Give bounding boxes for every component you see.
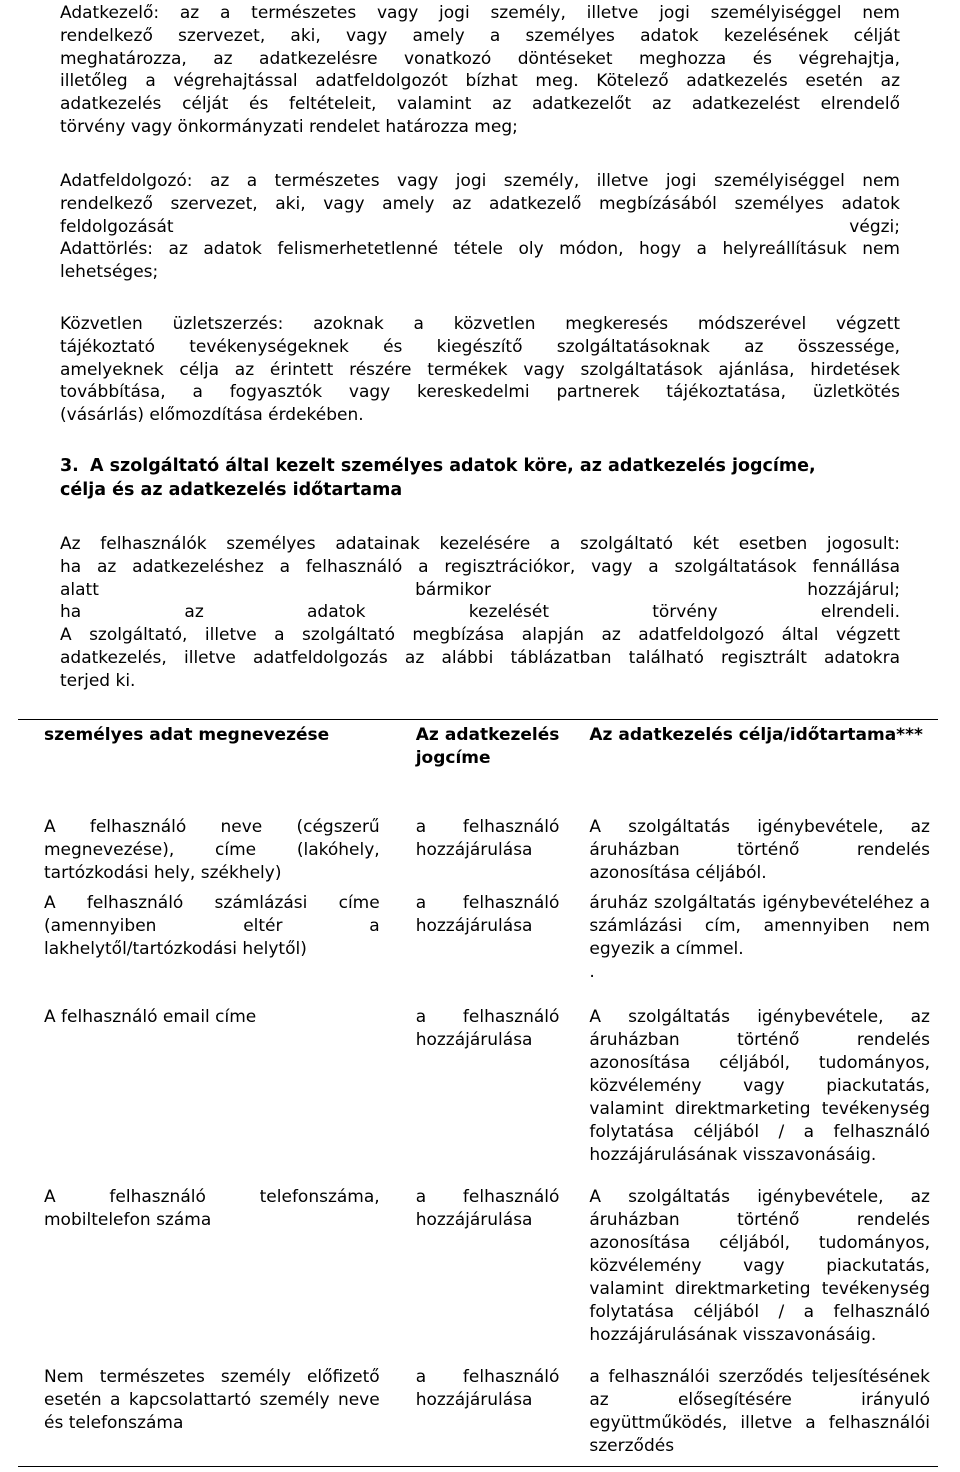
text-line: Adatkezelő: az a természetes vagy jogi személy, illetve jogi személyiséggel nem: [60, 3, 900, 23]
text-line: továbbítása, a fogyasztók vagy kereskedelmi partnerek tájékoztatása, üzletkötés: [60, 382, 900, 403]
cell-legal-basis: a felhasználó hozzájárulása: [415, 1187, 560, 1230]
text-line: adatkezelés célját és feltételeit, valamint az adatkezelőt az adatkezelést elrendelő: [60, 94, 900, 115]
text-line: tájékoztató tevékenységeknek és kiegészítő szolgáltatásoknak az összessége,: [60, 336, 900, 357]
text-line: feldolgozását végzi;: [60, 216, 900, 237]
definition-kozvetlen-uzletszerzes: [60, 313, 900, 427]
text-line: Az felhasználók személyes adatainak kezelésére a szolgáltató két esetben jogosult:: [60, 534, 900, 554]
text-line: Adatfeldolgozó: az a természetes vagy jogi személy, illetve jogi személyiséggel nem: [60, 171, 900, 191]
cell-purpose: A szolgáltatás igénybevétele, az áruházban történő rendelés azonosítása céljából, tudományos, közvélemény vagy piackutatás, valamint direktmarketing tevékenység folytatása céljából / a felhasználó hozzájárulásának visszavonásáig.: [589, 1187, 930, 1345]
text-line: ha az adatok kezelését törvény elrendeli.: [60, 602, 900, 623]
header-legal-basis: Az adatkezelés jogcíme: [415, 725, 560, 768]
table-row: [18, 1362, 938, 1467]
text-line: rendelkező szervezet, aki, vagy amely a személyes adatok kezelésének célját: [60, 25, 900, 46]
text-line: törvény vagy önkormányzati rendelet határozza meg;: [60, 116, 518, 137]
cell-data-name: A felhasználó számlázási címe (amennyiben eltér a lakhelytől/tartózkodási helytől): [44, 893, 380, 959]
cell-data-name: Nem természetes személy előfizető esetén a kapcsolattartó személy neve és telefonszáma: [44, 1367, 380, 1433]
table-row: [18, 1182, 938, 1362]
text-line: A szolgáltató, illetve a szolgáltató megbízása alapján az adatfeldolgozó által végzett: [60, 625, 900, 646]
section-number: 3.: [60, 456, 79, 476]
definition-adatfeldolgozo: [60, 170, 900, 284]
text-line: terjed ki.: [60, 670, 136, 691]
header-purpose-duration: Az adatkezelés célja/időtartama***: [589, 725, 923, 745]
table-row: [18, 888, 938, 1002]
cell-legal-basis: a felhasználó hozzájárulása: [415, 893, 560, 936]
cell-data-name: A felhasználó neve (cégszerű megnevezése), címe (lakóhely, tartózkodási hely, székhely): [44, 817, 380, 883]
text-line: rendelkező szervezet, aki, vagy amely az adatkezelő megbízásából személyes adatok: [60, 193, 900, 214]
text-line: Adattörlés: az adatok felismerhetetlenné tétele oly módon, hogy a helyreállításuk nem: [60, 239, 900, 260]
definition-adatkezelo: [60, 2, 900, 139]
cell-legal-basis: a felhasználó hozzájárulása: [415, 1367, 560, 1410]
cell-purpose: A szolgáltatás igénybevétele, az áruházban történő rendelés azonosítása céljából.: [589, 817, 930, 883]
section-heading: [60, 455, 900, 502]
legal-basis-paragraph: [60, 533, 900, 693]
cell-legal-basis: a felhasználó hozzájárulása: [415, 1007, 560, 1050]
table-header-row: [18, 720, 938, 813]
text-line: ha az adatkezeléshez a felhasználó a regisztrációkor, vagy a szolgáltatások fennállása: [60, 556, 900, 577]
text-line: Közvetlen üzletszerzés: azoknak a közvetlen megkeresés módszerével végzett: [60, 314, 900, 334]
text-line: (vásárlás) előmozdítása érdekében.: [60, 405, 364, 426]
section-title-line: A szolgáltató által kezelt személyes adatok köre, az adatkezelés jogcíme,: [90, 456, 816, 476]
cell-purpose: A szolgáltatás igénybevétele, az áruházban történő rendelés azonosítása céljából, tudományos, közvélemény vagy piackutatás, valamint direktmarketing tevékenység folytatása céljából / a felhasználó hozzájárulásának visszavonásáig.: [589, 1007, 930, 1165]
table-row: [18, 812, 938, 888]
section-title-line: célja és az adatkezelés időtartama: [60, 479, 403, 500]
text-line: alatt bármikor hozzájárul;: [60, 579, 900, 600]
text-line: meghatározza, az adatkezelésre vonatkozó döntéseket meghozza és végrehajtja,: [60, 48, 900, 69]
text-line: amelyeknek célja az érintett részére termékek vagy szolgáltatások ajánlása, hirdetések: [60, 359, 900, 380]
text-line: illetőleg a végrehajtással adatfeldolgozót bízhat meg. Kötelező adatkezelés esetén az: [60, 71, 900, 92]
table-row: [18, 1002, 938, 1182]
cell-data-name: A felhasználó telefonszáma, mobiltelefon száma: [44, 1187, 380, 1230]
cell-legal-basis: a felhasználó hozzájárulása: [415, 817, 560, 860]
text-line: adatkezelés, illetve adatfeldolgozás az alábbi táblázatban található regisztrált adatokra: [60, 647, 900, 668]
personal-data-table: [18, 719, 938, 1467]
cell-purpose: a felhasználói szerződés teljesítésének az elősegítésére irányuló együttműködés, illetve a felhasználói szerződés: [589, 1367, 930, 1456]
header-personal-data: személyes adat megnevezése: [44, 725, 330, 745]
cell-purpose: áruház szolgáltatás igénybevételéhez a számlázási cím, amennyiben nem egyezik a címmel. .: [589, 893, 930, 982]
text-line: lehetséges;: [60, 262, 159, 283]
cell-data-name: A felhasználó email címe: [44, 1007, 257, 1027]
